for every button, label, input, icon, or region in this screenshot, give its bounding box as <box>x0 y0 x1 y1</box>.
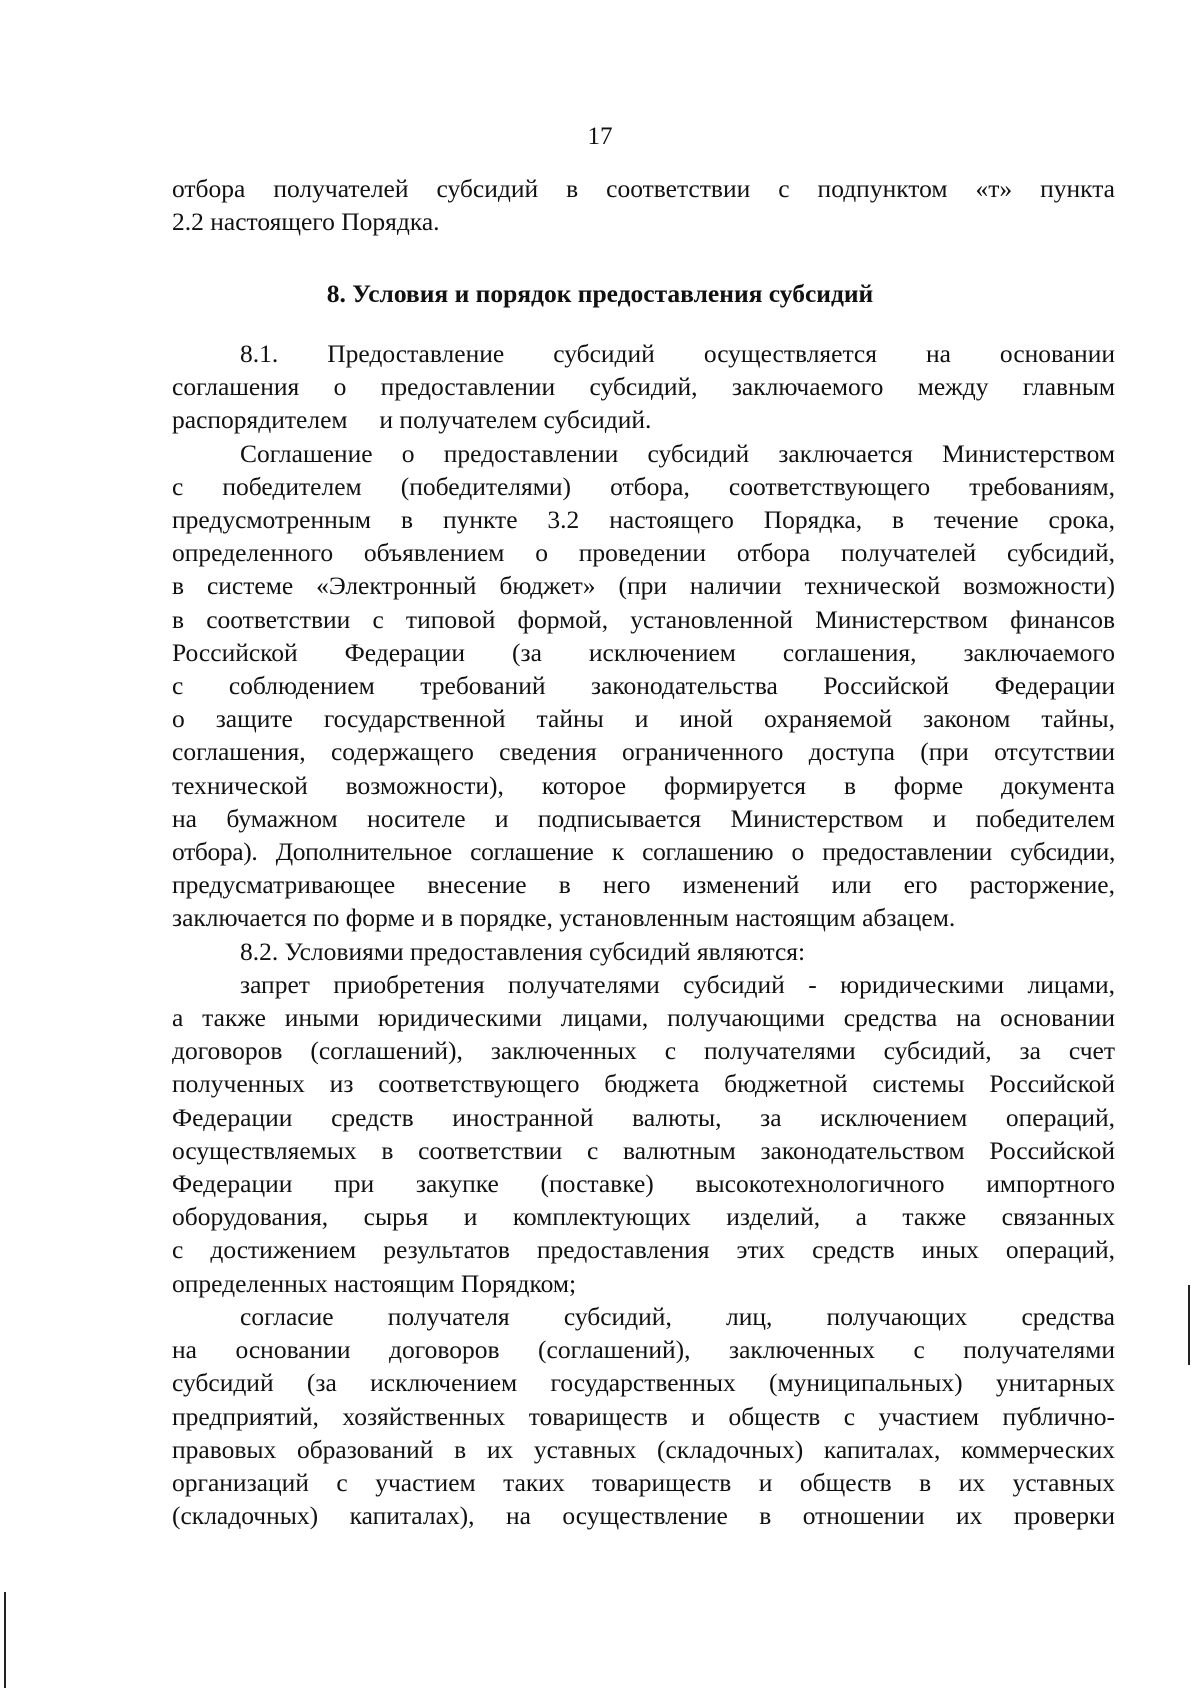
section-heading: 8. Условия и порядок предоставления субсидий <box>326 279 874 308</box>
text-line: договоров (соглашений), заключенных с получателями субсидий, за счет <box>172 1036 1115 1066</box>
text-line: а также иными юридическими лицами, получающими средства на основании <box>172 1003 1115 1033</box>
text-line: оборудования, сырья и комплектующих изделий, а также связанных <box>172 1202 1115 1232</box>
text-line: соглашения о предоставлении субсидий, заключаемого между главным <box>172 372 1115 402</box>
text-line: 8.2. Условиями предоставления субсидий являются: <box>240 936 806 966</box>
text-line: заключается по форме и в порядке, установленным настоящим абзацем. <box>172 903 956 933</box>
text-line: соглашения, содержащего сведения ограниченного доступа (при отсутствии <box>172 737 1115 767</box>
text-line: отбора). Дополнительное соглашение к соглашению о предоставлении субсидии, <box>172 837 1115 867</box>
text-line: предусматривающее внесение в него изменений или его расторжение, <box>172 870 1115 900</box>
text-line: полученных из соответствующего бюджета бюджетной системы Российской <box>172 1069 1115 1099</box>
text-line: на бумажном носителе и подписывается Министерством и победителем <box>172 803 1115 833</box>
text-line: Федерации при закупке (поставке) высокотехнологичного импортного <box>172 1169 1115 1199</box>
scan-edge-mark <box>4 1592 6 1688</box>
text-line: 8.1. Предоставление субсидий осуществляется на основании <box>240 339 1115 368</box>
text-line: определенного объявлением о проведении отбора получателей субсидий, <box>172 538 1115 568</box>
text-line: осуществляемых в соответствии с валютным законодательством Российской <box>172 1135 1115 1165</box>
text-line: предприятий, хозяйственных товариществ и обществ с участием публично- <box>172 1401 1115 1431</box>
text-line: о защите государственной тайны и иной охраняемой законом тайны, <box>172 704 1115 734</box>
text-line: с победителем (победителями) отбора, соответствующего требованиям, <box>172 471 1115 501</box>
text-line: согласие получателя субсидий, лиц, получающих средства <box>240 1301 1115 1331</box>
text-line: субсидий (за исключением государственных (муниципальных) унитарных <box>172 1368 1115 1398</box>
text-line: Российской Федерации (за исключением соглашения, заключаемого <box>172 637 1115 667</box>
text-line: распорядителем и получателем субсидий. <box>172 405 652 435</box>
text-line: определенных настоящим Порядком; <box>172 1268 577 1298</box>
text-line: с соблюдением требований законодательства Российской Федерации <box>172 671 1115 701</box>
text-line: с достижением результатов предоставления этих средств иных операций, <box>172 1235 1115 1265</box>
text-line: правовых образований в их уставных (складочных) капиталах, коммерческих <box>172 1434 1115 1464</box>
text-line: технической возможности), которое формируется в форме документа <box>172 770 1115 800</box>
section-body <box>172 337 1115 1532</box>
text-line: организаций с участием таких товариществ и обществ в их уставных <box>172 1467 1115 1497</box>
text-line: отбора получателей субсидий в соответствии с подпунктом «т» пункта <box>172 174 1115 203</box>
text-line: в соответствии с типовой формой, установленной Министерством финансов <box>172 604 1115 634</box>
page-number: 17 <box>587 123 613 150</box>
scan-edge-mark <box>1188 1285 1190 1365</box>
text-line: (складочных) капиталах), на осуществление в отношении их проверки <box>172 1501 1115 1531</box>
text-line: Соглашение о предоставлении субсидий заключается Министерством <box>240 438 1115 468</box>
text-line: в системе «Электронный бюджет» (при наличии технической возможности) <box>172 571 1115 601</box>
text-line: на основании договоров (соглашений), заключенных с получателями <box>172 1335 1115 1365</box>
text-line: Федерации средств иностранной валюты, за исключением операций, <box>172 1102 1115 1132</box>
text-line: 2.2 настоящего Порядка. <box>172 207 440 237</box>
text-line: предусмотренным в пункте 3.2 настоящего Порядка, в течение срока, <box>172 505 1115 535</box>
text-line: запрет приобретения получателями субсидий - юридическими лицами, <box>240 969 1115 999</box>
intro-paragraph <box>172 172 1115 238</box>
